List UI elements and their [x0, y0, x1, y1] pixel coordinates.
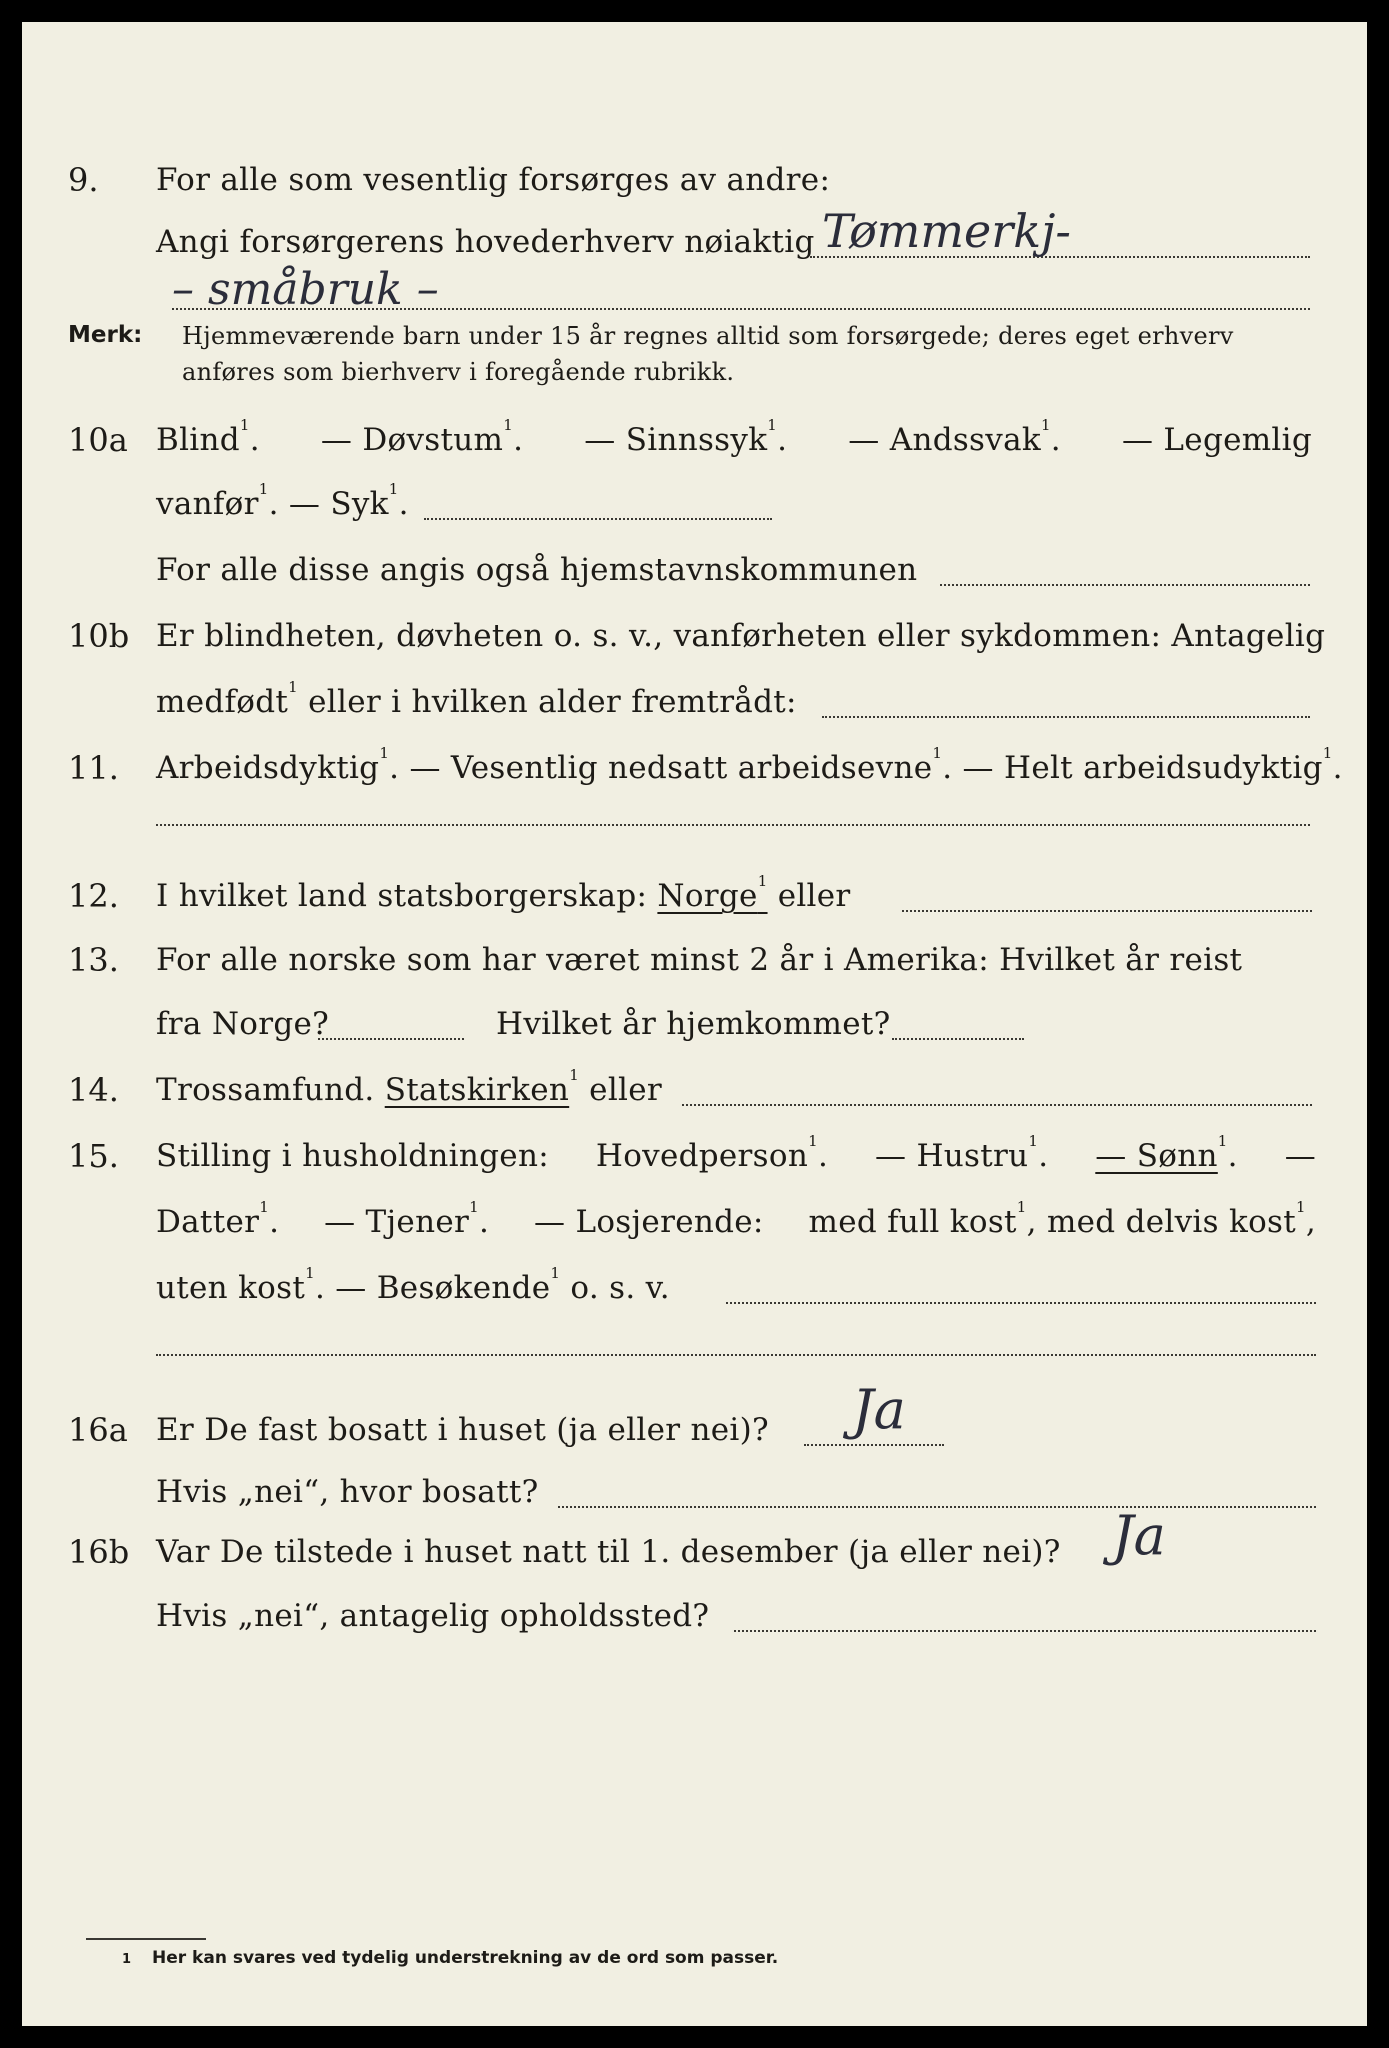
- q11-answer-line: [156, 824, 1310, 826]
- footnote-mark: 1: [122, 1952, 132, 1967]
- q10b-number: 10b: [68, 617, 130, 655]
- footnote-rule: [86, 1938, 206, 1940]
- q9-handwritten-answer-1: Tømmerkj-: [822, 204, 1071, 258]
- q10a-number: 10a: [68, 421, 128, 459]
- q15-number: 15.: [68, 1137, 119, 1175]
- footnote-text: Her kan svares ved tydelig understrekning av de ord som passer.: [152, 1948, 779, 1968]
- q11-number: 11.: [68, 749, 119, 787]
- q13-text-2b: Hvilket år hjemkommet?: [496, 1006, 891, 1042]
- q15-dash: —: [1284, 1138, 1316, 1174]
- q13-number: 13.: [68, 941, 119, 979]
- q10a-row-1: [22, 410, 1367, 470]
- q15-row-3: [22, 1258, 1367, 1318]
- merk-note: [22, 314, 1367, 394]
- q11-row-1: [22, 738, 1367, 798]
- q12-answer-line: [902, 910, 1312, 912]
- q15-options-1: [156, 1132, 1316, 1176]
- q16a-text-2: Hvis „nei“, hvor bosatt?: [156, 1474, 539, 1510]
- q15-stilling: Stilling i husholdningen:: [156, 1138, 549, 1174]
- q16b-handwritten-answer: Ja: [1112, 1504, 1166, 1567]
- q10a-text-2: vanfør$^1$. — Syk$^1$.: [156, 480, 409, 522]
- q10a-blind: Blind$^1$.: [156, 416, 260, 458]
- q14-row: [22, 1060, 1367, 1120]
- q16b-row-2: [22, 1586, 1367, 1646]
- q16b-text-2: Hvis „nei“, antagelig opholdssted?: [156, 1598, 710, 1634]
- q16a-number: 16a: [68, 1411, 128, 1449]
- q10b-answer-line: [822, 716, 1310, 718]
- q14-statskirken-underlined: Statskirken: [384, 1072, 570, 1108]
- q15-losjerende: — Losjerende:: [534, 1204, 764, 1240]
- q9-text-1: For alle som vesentlig forsørges av andre:: [156, 162, 831, 198]
- q14-number: 14.: [68, 1071, 119, 1109]
- q9-handwritten-answer-2: – småbruk –: [172, 264, 439, 315]
- q15-hovedperson: Hovedperson$^1$.: [595, 1132, 829, 1174]
- q15-text-3: uten kost$^1$. — Besøkende$^1$ o. s. v.: [156, 1264, 670, 1306]
- q13-text-1: For alle norske som har været minst 2 år i Amerika: Hvilket år reist: [156, 942, 1243, 978]
- q16b-text-1: Var De tilstede i huset natt til 1. desember (ja eller nei)?: [156, 1534, 1061, 1570]
- q12-row: [22, 866, 1367, 926]
- q12-number: 12.: [68, 877, 119, 915]
- q10b-row-1: [22, 606, 1367, 666]
- q13-row-1: [22, 930, 1367, 990]
- merk-text-1: Hjemmeværende barn under 15 år regnes alltid som forsørgede; deres eget erhverv: [182, 322, 1234, 350]
- q16a-answer-line: [804, 1444, 944, 1446]
- q15-row-4: [22, 1318, 1367, 1378]
- q13-text-2a: fra Norge?: [156, 1006, 330, 1042]
- q11-row-2: [22, 794, 1367, 854]
- merk-label: Merk:: [68, 322, 143, 348]
- q13-year-left-line: [318, 1038, 464, 1040]
- q10b-row-2: [22, 672, 1367, 732]
- q10a-andssvak: — Andssvak$^1$.: [848, 416, 1061, 458]
- q9-number: 9.: [68, 161, 99, 199]
- q12-text: I hvilket land statsborgerskap: Norge$^1$ eller: [156, 872, 851, 914]
- q10b-text-2: medfødt$^1$ eller i hvilken alder fremtrådt:: [156, 678, 797, 720]
- q15-options-2: [156, 1198, 1316, 1242]
- q15-datter: Datter$^1$.: [156, 1198, 280, 1240]
- q15-sonn: — Sønn$^1$.: [1095, 1132, 1238, 1174]
- q16b-place-line: [734, 1630, 1316, 1632]
- q16a-where-line: [558, 1506, 1316, 1508]
- q16a-handwritten-answer: Ja: [852, 1378, 906, 1441]
- q16a-text-1: Er De fast bosatt i huset (ja eller nei)?: [156, 1412, 769, 1448]
- q15-full-kost: med full kost$^1$, med delvis kost$^1$,: [808, 1198, 1316, 1240]
- q15-row-2: [22, 1192, 1367, 1252]
- q10b-text-1: Er blindheten, døvheten o. s. v., vanførheten eller sykdommen: Antagelig: [156, 618, 1326, 654]
- q9-text-2: Angi forsørgerens hovederhverv nøiaktig: [156, 224, 815, 260]
- q9-row-1: [22, 150, 1367, 210]
- q15-answer-line: [726, 1302, 1316, 1304]
- q10a-sinnssyk: — Sinnssyk$^1$.: [584, 416, 788, 458]
- q14-text: Trossamfund. Statskirken$^1$ eller: [156, 1066, 663, 1108]
- q14-answer-line: [682, 1104, 1312, 1106]
- q10a-text-3: For alle disse angis også hjemstavnskommunen: [156, 552, 918, 588]
- q15-hustru: — Hustru$^1$.: [875, 1132, 1049, 1174]
- q11-text: Arbeidsdyktig$^1$. — Vesentlig nedsatt arbeidsevne$^1$. — Helt arbeidsudyktig$^1$.: [156, 744, 1343, 786]
- q9-row-2: [22, 204, 1367, 272]
- q10a-row-2: [22, 474, 1367, 534]
- q10a-row-3: [22, 540, 1367, 600]
- q15-answer-line-2: [156, 1354, 1316, 1356]
- q16b-row-1: [22, 1504, 1367, 1582]
- q10a-dovstum: — Døvstum$^1$.: [320, 416, 524, 458]
- q13-year-returned-line: [892, 1038, 1024, 1040]
- q10a-hometown-line: [940, 584, 1310, 586]
- q15-row-1: [22, 1126, 1367, 1186]
- merk-text-2: anføres som bierhverv i foregående rubrikk.: [182, 358, 735, 386]
- q10a-answer-line: [424, 518, 772, 520]
- q16a-row-1: [22, 1378, 1367, 1460]
- q13-row-2: [22, 994, 1367, 1054]
- q16b-number: 16b: [68, 1533, 130, 1571]
- census-form-page: [22, 22, 1367, 2026]
- q10a-legemlig: — Legemlig: [1121, 422, 1312, 458]
- q10a-options-1: [156, 416, 1312, 460]
- q12-norge-underlined: Norge$^1$: [657, 872, 768, 914]
- q15-tjener: — Tjener$^1$.: [324, 1198, 490, 1240]
